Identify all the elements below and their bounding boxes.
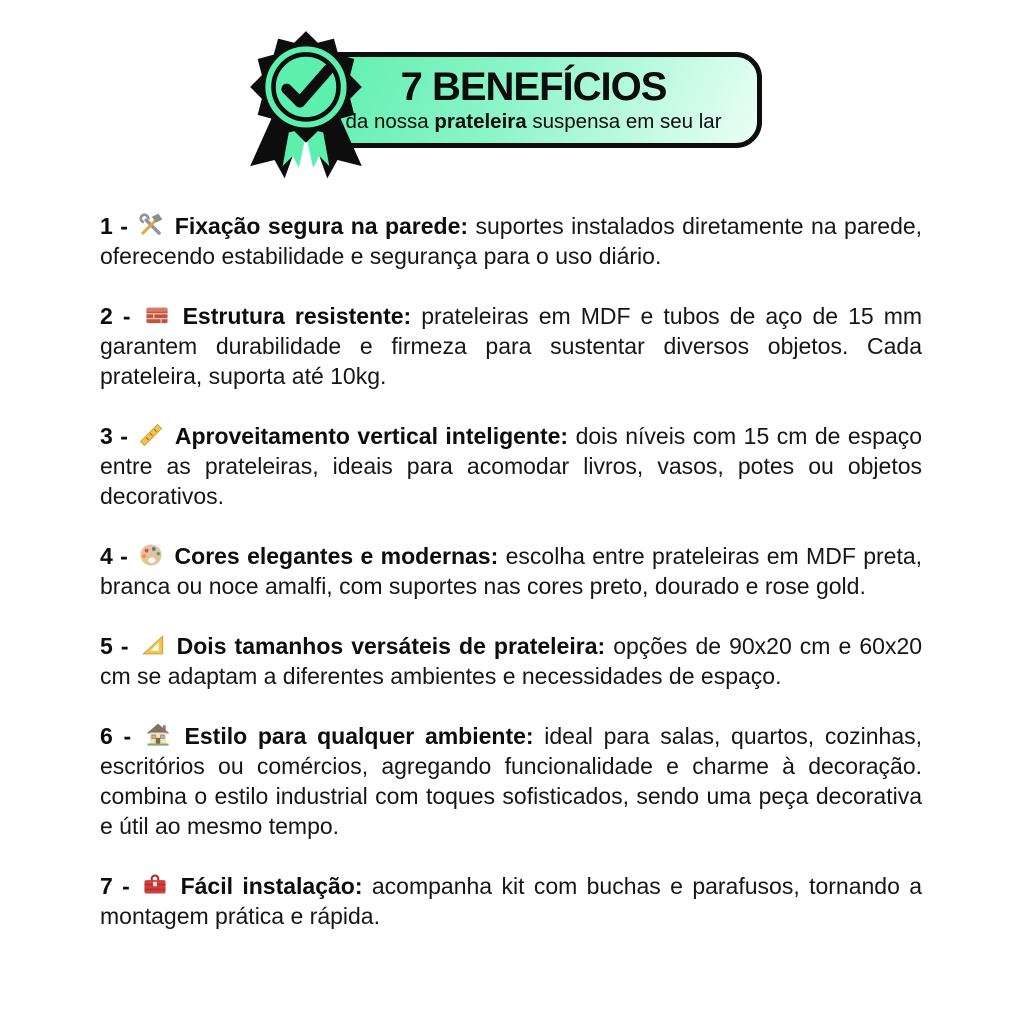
hammer-wrench-icon	[138, 212, 164, 238]
benefit-number: 4 -	[100, 543, 128, 569]
benefit-number: 2 -	[100, 303, 131, 329]
benefit-body: prateleiras em MDF e tubos de aço de 15 mm garantem durabilidade e firmeza para sustentar diversos objetos. Cada prateleira, suporta até 10kg.	[100, 303, 923, 389]
header-banner	[305, 52, 762, 148]
triangle-ruler-icon	[140, 632, 166, 658]
benefit-heading: Estrutura resistente:	[182, 303, 412, 329]
page-title: 7 BENEFÍCIOS	[400, 65, 667, 110]
benefit-body: ideal para salas, quartos, cozinhas, escritórios ou comércios, agregando funcionalidade e charme à decoração. combina o estilo industrial com toques sofisticados, sendo uma peça decorativa e útil ao mesmo tempo.	[100, 723, 923, 839]
toolbox-icon	[142, 872, 168, 898]
benefit-body: dois níveis com 15 cm de espaço entre as prateleiras, ideais para acomodar livros, vasos, potes ou objetos decorativos.	[100, 423, 923, 509]
benefit-heading: Fixação segura na parede:	[174, 213, 469, 239]
benefit-body: acompanha kit com buchas e parafusos, tornando a montagem prática e rápida.	[100, 873, 923, 929]
benefit-heading: Fácil instalação:	[180, 873, 363, 899]
benefit-number: 1 -	[100, 213, 128, 239]
benefit-number: 6 -	[100, 723, 132, 749]
benefit-body: opções de 90x20 cm e 60x20 cm se adaptam a diferentes ambientes e necessidades de espaço.	[100, 633, 923, 689]
page-subtitle: da nossa prateleira suspensa em seu lar	[345, 110, 722, 134]
ribbon-seal-check-icon	[240, 24, 372, 181]
benefit-item-5	[100, 631, 922, 691]
benefit-item-7	[100, 871, 922, 931]
house-icon	[145, 722, 171, 748]
benefit-number: 7 -	[100, 873, 130, 899]
palette-icon	[138, 542, 164, 568]
benefit-heading: Aproveitamento vertical inteligente:	[174, 423, 569, 449]
benefits-list	[100, 211, 922, 931]
benefit-heading: Dois tamanhos versáteis de prateleira:	[176, 633, 606, 659]
benefit-item-1	[100, 211, 922, 271]
benefit-number: 5 -	[100, 633, 129, 659]
benefit-body: suportes instalados diretamente na parede, oferecendo estabilidade e segurança para o uso diário.	[100, 213, 923, 269]
benefit-item-6	[100, 721, 922, 841]
benefit-item-4	[100, 541, 922, 601]
benefit-item-3	[100, 421, 922, 511]
benefit-heading: Estilo para qualquer ambiente:	[184, 723, 534, 749]
benefit-number: 3 -	[100, 423, 128, 449]
ruler-icon	[138, 422, 164, 448]
brick-icon	[144, 302, 170, 328]
benefit-item-2	[100, 301, 922, 391]
benefit-body: escolha entre prateleiras em MDF preta, branca ou noce amalfi, com suportes nas cores preto, dourado e rose gold.	[100, 543, 923, 599]
benefit-heading: Cores elegantes e modernas:	[174, 543, 499, 569]
